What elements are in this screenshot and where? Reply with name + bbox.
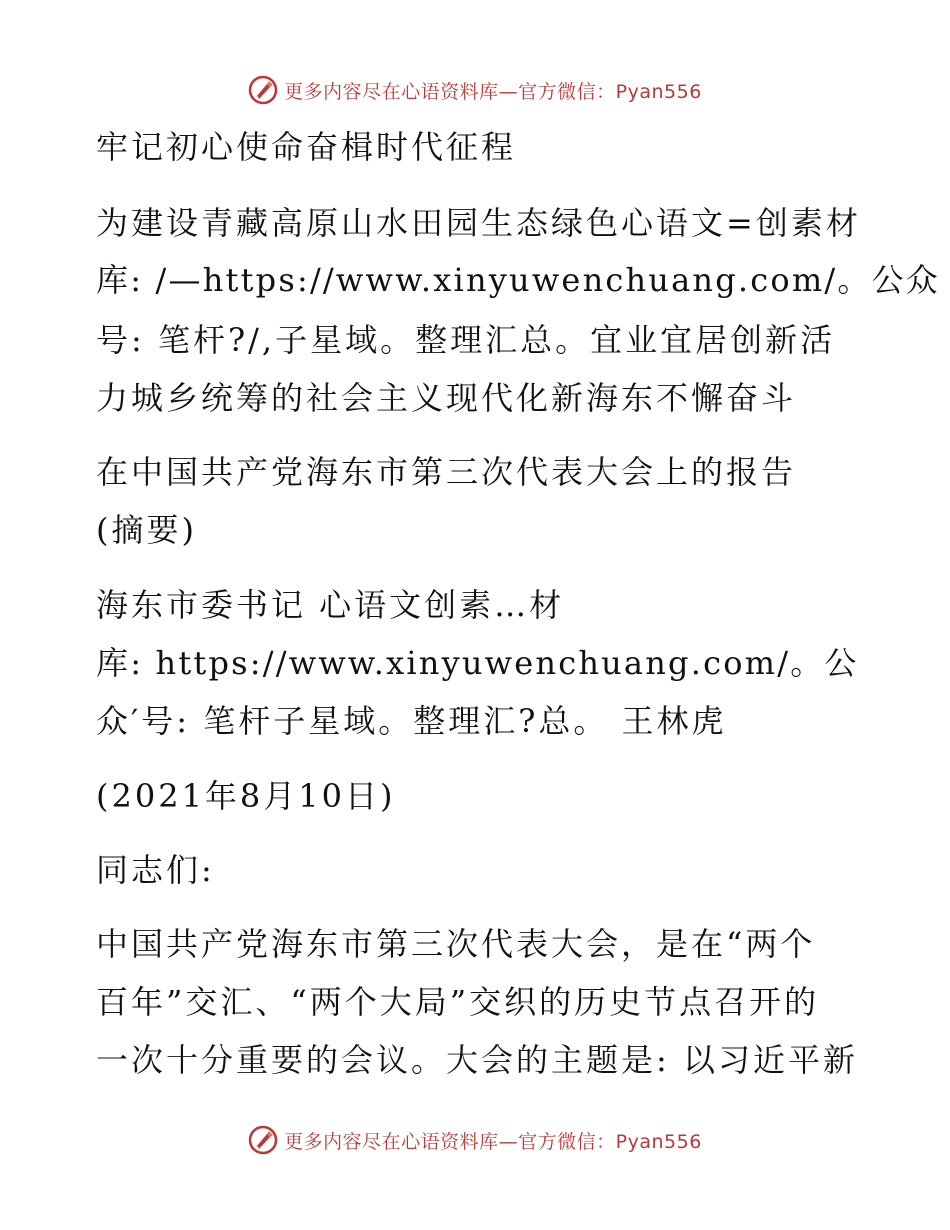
report-title-line: 在中国共产党海东市第三次代表大会上的报告 (96, 453, 797, 491)
paragraph-line-1: 中国共产党海东市第三次代表大会，是在“两个 (96, 925, 816, 963)
footer-banner-inner (248, 1125, 702, 1155)
header-banner-inner (248, 75, 702, 105)
header-banner-text: 更多内容尽在心语资料库—官方微信：Pyan556 (284, 80, 702, 103)
paragraph-line-2: 百年”交汇、“两个大局”交织的历史节点召开的 (96, 983, 820, 1021)
footer-banner-text: 更多内容尽在心语资料库—官方微信：Pyan556 (284, 1130, 702, 1153)
pen-logo-icon (248, 75, 278, 105)
author-line-3: 众′号: 笔杆子星域。整理汇?总。 王林虎 (96, 702, 727, 740)
text-line-4: 力城乡统筹的社会主义现代化新海东不懈奋斗 (96, 379, 797, 417)
author-line-1: 海东市委书记 心语文创素…材 (96, 586, 565, 624)
text-line-1: 为建设青藏高原山水田园生态绿色心语文=创素材 (96, 204, 861, 242)
date-line: (2021年8月10日) (96, 777, 396, 815)
text-line-3: 号: 笔杆?/,子星域。整理汇总。宜业宜居创新活 (96, 321, 836, 359)
greeting-line: 同志们: (96, 851, 215, 889)
header-banner (0, 70, 950, 110)
doc-title-line: 牢记初心使命奋楫时代征程 (96, 128, 517, 166)
text-line-2: 库: /—https://www.xinyuwenchuang.com/。公众 (96, 261, 940, 299)
paragraph-line-3: 一次十分重要的会议。大会的主题是: 以习近平新 (96, 1041, 858, 1079)
pen-logo-icon (248, 1125, 278, 1155)
author-line-2: 库: https://www.xinyuwenchuang.com/。公 (96, 644, 859, 682)
footer-banner (0, 1120, 950, 1160)
report-subtitle-line: (摘要) (96, 511, 197, 549)
